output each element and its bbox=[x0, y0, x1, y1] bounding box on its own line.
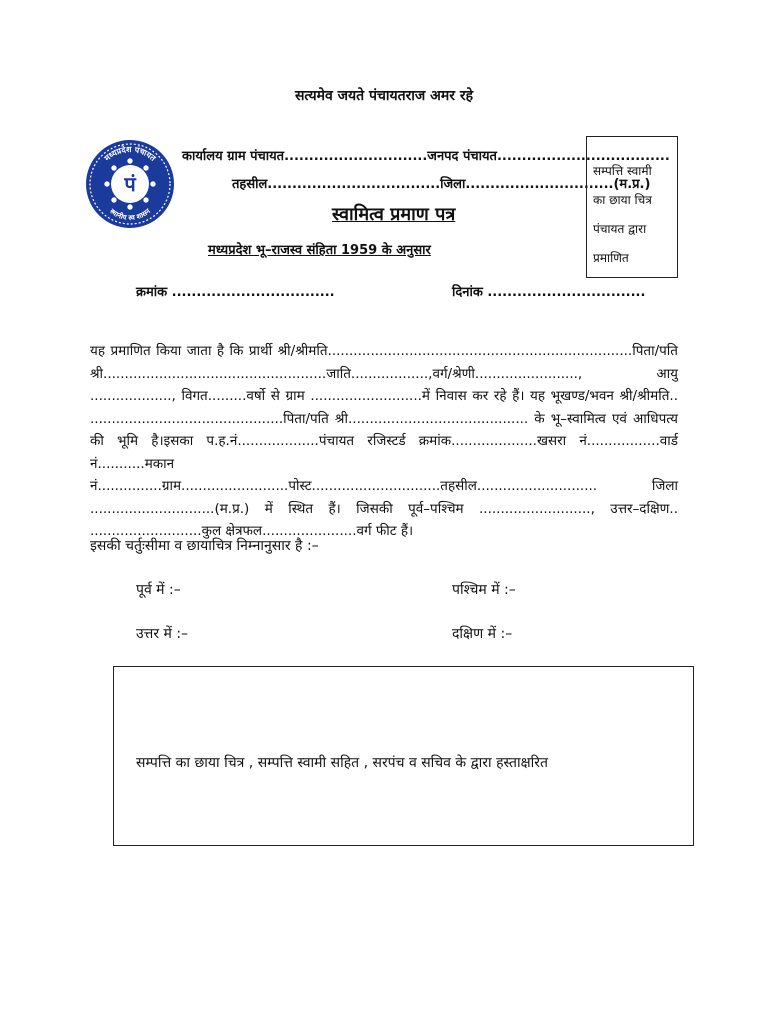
certificate-body bbox=[90, 340, 678, 543]
boundary-north: उत्तर में :– bbox=[136, 626, 189, 642]
photo-box-line: का छाया चित्र bbox=[593, 193, 652, 207]
boundary-south: दक्षिण में :– bbox=[452, 626, 513, 642]
office-gram-panchayat-line: कार्यालय ग्राम पंचायत.............................जनपद पंचायत................................... bbox=[182, 149, 670, 164]
certificate-paragraph: यह प्रमाणित किया जाता है कि प्रार्थी श्री/श्रीमति.......................................................................पिता/पति श्री....................................................जाति..................,वर्ग/श्रेणी........................, आयु ..................., विगत.........वर्षो से ग्राम ..........................में निवास कर रहे हैं। यह भूखण्ड/भवन श्री/श्रीमति.. .............................................पिता/पति श्री.......................................... के भू–स्वामित्व एवं आधिपत्य की भूमि है।इसका प.ह.नं...................पंचायत रजिस्टर्ड क्रमांक....................खसरा नं.................वार्ड नं...........मकान नं...............ग्राम.........................पोस्ट..............................तहसील............................ जिला .............................(म.प्र.) में स्थित हैं। जिसकी पूर्व–पश्चिम .........................., उत्तर–दक्षिण.. ..........................कुल क्षेत्रफल......................वर्ग फीट हैं। bbox=[90, 343, 678, 539]
svg-text:स्थानीय स्व शासन: स्थानीय स्व शासन bbox=[108, 207, 152, 223]
photo-box-line: सम्पत्ति स्वामी bbox=[593, 164, 652, 178]
document-title: स्वामित्व प्रमाण पत्र bbox=[332, 204, 456, 225]
photo-area-caption: सम्पत्ति का छाया चित्र , सम्पत्ति स्वामी सहित , सरपंच व सचिव के द्वारा हस्ताक्षरित bbox=[136, 755, 548, 771]
document-subtitle: मध्यप्रदेश भू–राजस्व संहिता 1959 के अनुसार bbox=[208, 243, 431, 258]
boundary-west: पश्चिम में :– bbox=[452, 582, 516, 598]
photo-box-line: पंचायत द्वारा bbox=[593, 222, 647, 236]
boundary-intro: इसकी चर्तुःसीमा व छायाचित्र निम्नानुसार है :– bbox=[90, 538, 319, 554]
svg-text:मध्यप्रदेश पंचायत: मध्यप्रदेश पंचायत bbox=[102, 144, 158, 163]
boundary-east: पूर्व में :– bbox=[136, 582, 181, 598]
svg-text:पं: पं bbox=[124, 172, 136, 196]
serial-number-field: क्रमांक ................................. bbox=[136, 285, 335, 300]
motto: सत्यमेव जयते पंचायतराज अमर रहे bbox=[294, 88, 474, 104]
date-field: दिनांक ................................ bbox=[452, 285, 646, 300]
tehsil-district-line: तहसील...................................जिला..............................(म.प्र.) bbox=[232, 177, 651, 192]
property-photo-area bbox=[113, 666, 694, 846]
panchayat-seal-logo bbox=[84, 138, 176, 230]
photo-box-line: प्रमाणित bbox=[593, 251, 629, 265]
owner-photo-box bbox=[586, 136, 678, 278]
